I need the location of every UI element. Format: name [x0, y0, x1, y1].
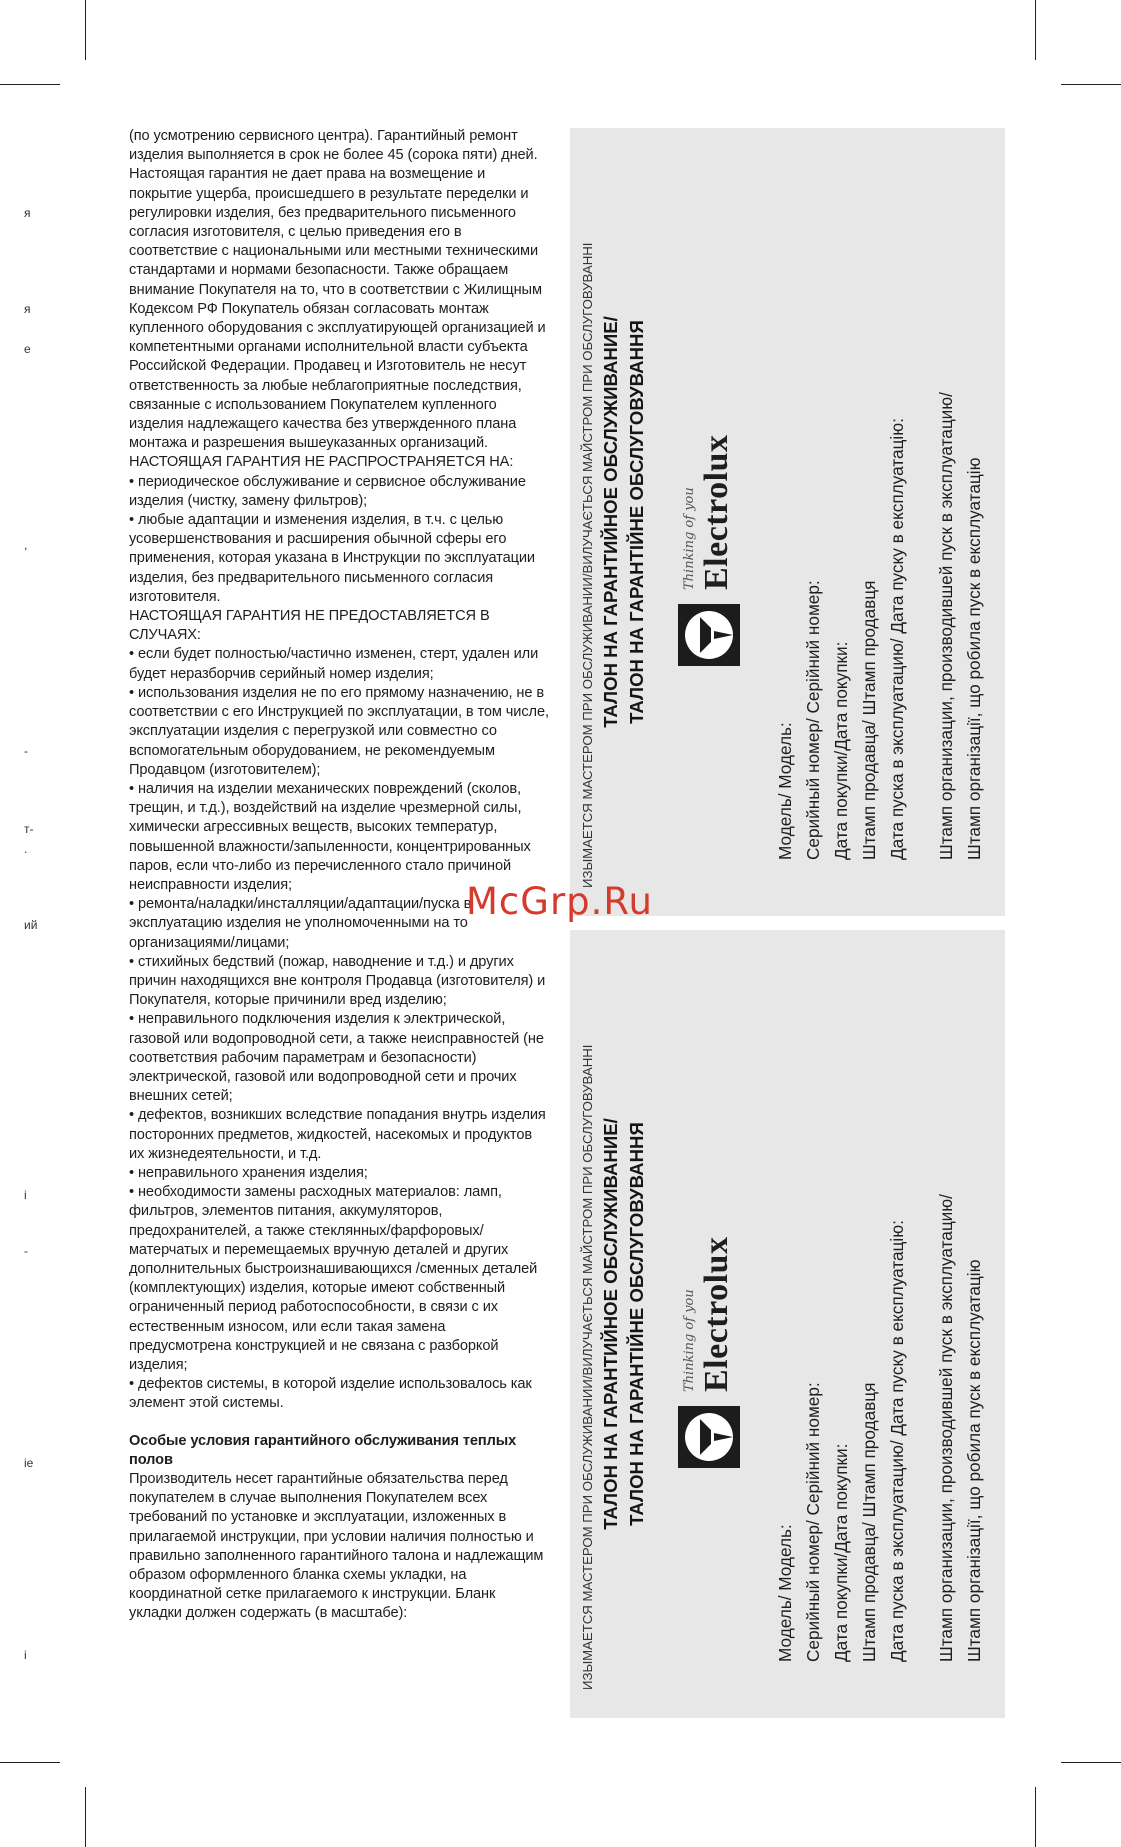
paragraph: • дефектов системы, в которой изделие использовалось как элемент этой системы.: [129, 1376, 532, 1412]
paragraph: • неправильного подключения изделия к электрической, газовой или водопроводной сети, а также неисправностей (не соответствия рабочим параметрам и безопасности) электрической, газовой или водопроводной сети и прочих внешних сетей;: [129, 1011, 544, 1105]
electrolux-logo-icon: [678, 604, 740, 666]
warranty-coupon: [570, 930, 1005, 1718]
crop-mark: [0, 84, 60, 85]
field-model: Модель/ Модель:: [775, 1524, 795, 1662]
electrolux-logo: [678, 435, 740, 666]
coupon-title-ua: ТАЛОН НА ГАРАНТІЙНЕ ОБСЛУГОВУВАННЯ: [626, 1122, 647, 1526]
coupon-title-ru: ТАЛОН НА ГАРАНТИЙНОЕ ОБСЛУЖИВАНИЕ/: [600, 1118, 621, 1530]
margin-fragment: ,: [24, 538, 28, 552]
paragraph: • периодическое обслуживание и сервисное обслуживание изделия (чистку, замену фильтров);: [129, 473, 526, 509]
paragraph: • любые адаптации и изменения изделия, в т.ч. с целью усовершенствования и расширения обычной сферы его применения, которая указана в Инструкции по эксплуатации изделия, без предварительного письменного согласия изготовителя.: [129, 512, 535, 605]
margin-fragment: і: [24, 1188, 27, 1202]
crop-mark: [1061, 84, 1121, 85]
paragraph: • неправильного хранения изделия;: [129, 1164, 368, 1181]
electrolux-logo-icon: [678, 1406, 740, 1468]
section-heading: Особые условия гарантийного обслуживания теплых полов: [129, 1432, 517, 1468]
cut-line-label: ИЗЫМАЕТСЯ МАСТЕРОМ ПРИ ОБСЛУЖИВАНИИ/ВИЛУЧАЄТЬСЯ МАЙСТРОМ ПРИ ОБСЛУГОВУВАННІ: [580, 1044, 595, 1690]
margin-fragment: я: [24, 206, 31, 220]
field-seller-stamp: Штамп продавца/ Штамп продавця: [859, 580, 879, 860]
paragraph: Производитель несет гарантийные обязательства перед покупателем в случае выполнения Покупателем всех требований по установке и эксплуатации, изложенных в прилагаемой инструкции, при условии наличия полностью и правильно заполненного гарантийного талона и надлежащим образом оформленного бланка схемы укладки, на координатной сетке прилагаемого к инструкции. Бланк укладки должен содержать (в масштабе):: [129, 1471, 544, 1622]
field-serial: Серийный номер/ Серійний номер:: [803, 580, 823, 860]
warranty-text-column: [129, 127, 549, 1624]
field-commissioning-date: Дата пуска в эксплуатацию/ Дата пуску в експлуатацію:: [887, 1220, 907, 1662]
crop-mark: [1035, 0, 1036, 60]
field-purchase-date: Дата покупки/Дата покупки:: [831, 641, 851, 860]
margin-fragment: .: [24, 842, 28, 856]
paragraph: • ремонта/наладки/инсталляции/адаптации/пуска в эксплуатацию изделия не уполномоченными на то организациями/лицами;: [129, 896, 472, 951]
field-org-stamp-ua: Штамп організації, що робила пуск в експлуатацію: [964, 1259, 984, 1662]
field-org-stamp-ua: Штамп організації, що робила пуск в експлуатацію: [964, 457, 984, 860]
watermark: McGrp.Ru: [466, 880, 653, 923]
margin-fragment: я: [24, 302, 31, 316]
paragraph: • использования изделия не по его прямому назначению, не в соответствии с его Инструкцией по эксплуатации, в том числе, эксплуатации изделия с перегрузкой или совместно со вспомогательным оборудованием, не рекомендуемым Продавцом (изготовителем);: [129, 684, 549, 778]
paragraph: НАСТОЯЩАЯ ГАРАНТИЯ НЕ ПРЕДОСТАВЛЯЕТСЯ В СЛУЧАЯХ:: [129, 608, 490, 644]
crop-mark: [0, 1762, 60, 1763]
logo-brand: Electrolux: [698, 1236, 735, 1392]
paragraph: (по усмотрению сервисного центра). Гарантийный ремонт изделия выполняется в срок не более 45 (сорока пяти) дней.: [129, 128, 538, 164]
electrolux-logo: [678, 1237, 740, 1468]
paragraph: • стихийных бедствий (пожар, наводнение и т.д.) и других причин находящихся вне контроля Продавца (изготовителя) и Покупателя, которые причинили вред изделию;: [129, 953, 546, 1009]
field-org-stamp: Штамп организации, производившей пуск в эксплуатацию/: [936, 392, 956, 860]
paragraph: Настоящая гарантия не дает права на возмещение и покрытие ущерба, происшедшего в результате переделки и регулировки изделия, без предварительного письменного согласия изготовителя, с целью приведения его в соответствие с национальными или местными техническими стандартами и нормами безопасности. Также обращаем внимание Покупателя на то, что в соответствии с Жилищным Кодексом РФ Покупатель обязан согласовать монтаж купленного оборудования с эксплуатирующей организацией и компетентными органами исполнительной власти субъекта Российской Федерации. Продавец и Изготовитель не несут ответственность за любые неблагоприятные последствия, связанные с использованием Покупателем купленного изделия надлежащего качества без утвержденного плана монтажа и разрешения вышеуказанных организаций.: [129, 166, 546, 452]
crop-mark: [1035, 1787, 1036, 1847]
coupon-title-ru: ТАЛОН НА ГАРАНТИЙНОЕ ОБСЛУЖИВАНИЕ/: [600, 316, 621, 728]
logo-tagline: Thinking of you: [682, 1289, 697, 1392]
coupon-title-ua: ТАЛОН НА ГАРАНТІЙНЕ ОБСЛУГОВУВАННЯ: [626, 320, 647, 724]
logo-brand: Electrolux: [698, 434, 735, 590]
logo-tagline: Thinking of you: [682, 487, 697, 590]
paragraph: • необходимости замены расходных материалов: ламп, фильтров, элементов питания, аккумуляторов, предохранителей, а также стеклянных/фарфоровых/матерчатых и перемещаемых вручную деталей и других дополнительных быстроизнашивающихся /сменных деталей (комплектующих) изделия, которые имеют собственный ограниченный период работоспособности, в связи с их естественным износом, или если такая замена предусмотрена конструкцией и не связана с разборкой изделия;: [129, 1184, 538, 1373]
paragraph: • если будет полностью/частично изменен, стерт, удален или будет неразборчив серийный номер изделия;: [129, 646, 539, 682]
field-commissioning-date: Дата пуска в эксплуатацию/ Дата пуску в експлуатацію:: [887, 418, 907, 860]
field-org-stamp: Штамп организации, производившей пуск в эксплуатацию/: [936, 1194, 956, 1662]
margin-fragment: -: [24, 744, 28, 758]
cut-line-label: ИЗЫМАЕТСЯ МАСТЕРОМ ПРИ ОБСЛУЖИВАНИИ/ВИЛУЧАЄТЬСЯ МАЙСТРОМ ПРИ ОБСЛУГОВУВАННІ: [580, 242, 595, 888]
paragraph: НАСТОЯЩАЯ ГАРАНТИЯ НЕ РАСПРОСТРАНЯЕТСЯ НА:: [129, 454, 514, 471]
margin-fragment: -: [24, 1244, 28, 1258]
field-seller-stamp: Штамп продавца/ Штамп продавця: [859, 1382, 879, 1662]
crop-mark: [1061, 1762, 1121, 1763]
field-model: Модель/ Модель:: [775, 722, 795, 860]
paragraph: • дефектов, возникших вследствие попадания внутрь изделия посторонних предметов, жидкостей, насекомых и продуктов их жизнедеятельности, и т.д.: [129, 1107, 546, 1162]
margin-fragment: т-: [24, 822, 34, 836]
paragraph: • наличия на изделии механических повреждений (сколов, трещин, и т.д.), воздействий на изделие чрезмерной силы, химически агрессивных веществ, высоких температур, повышенной влажности/запыленности, концентрированных паров, если что-либо из перечисленного стало причиной неисправности изделия;: [129, 780, 531, 893]
field-serial: Серийный номер/ Серійний номер:: [803, 1382, 823, 1662]
crop-mark: [85, 0, 86, 60]
field-purchase-date: Дата покупки/Дата покупки:: [831, 1443, 851, 1662]
margin-fragment: ий: [24, 918, 38, 932]
warranty-coupon: [570, 128, 1005, 916]
margin-fragment: і: [24, 1648, 27, 1662]
margin-fragment: е: [24, 342, 31, 356]
margin-fragment: іе: [24, 1456, 34, 1470]
crop-mark: [85, 1787, 86, 1847]
